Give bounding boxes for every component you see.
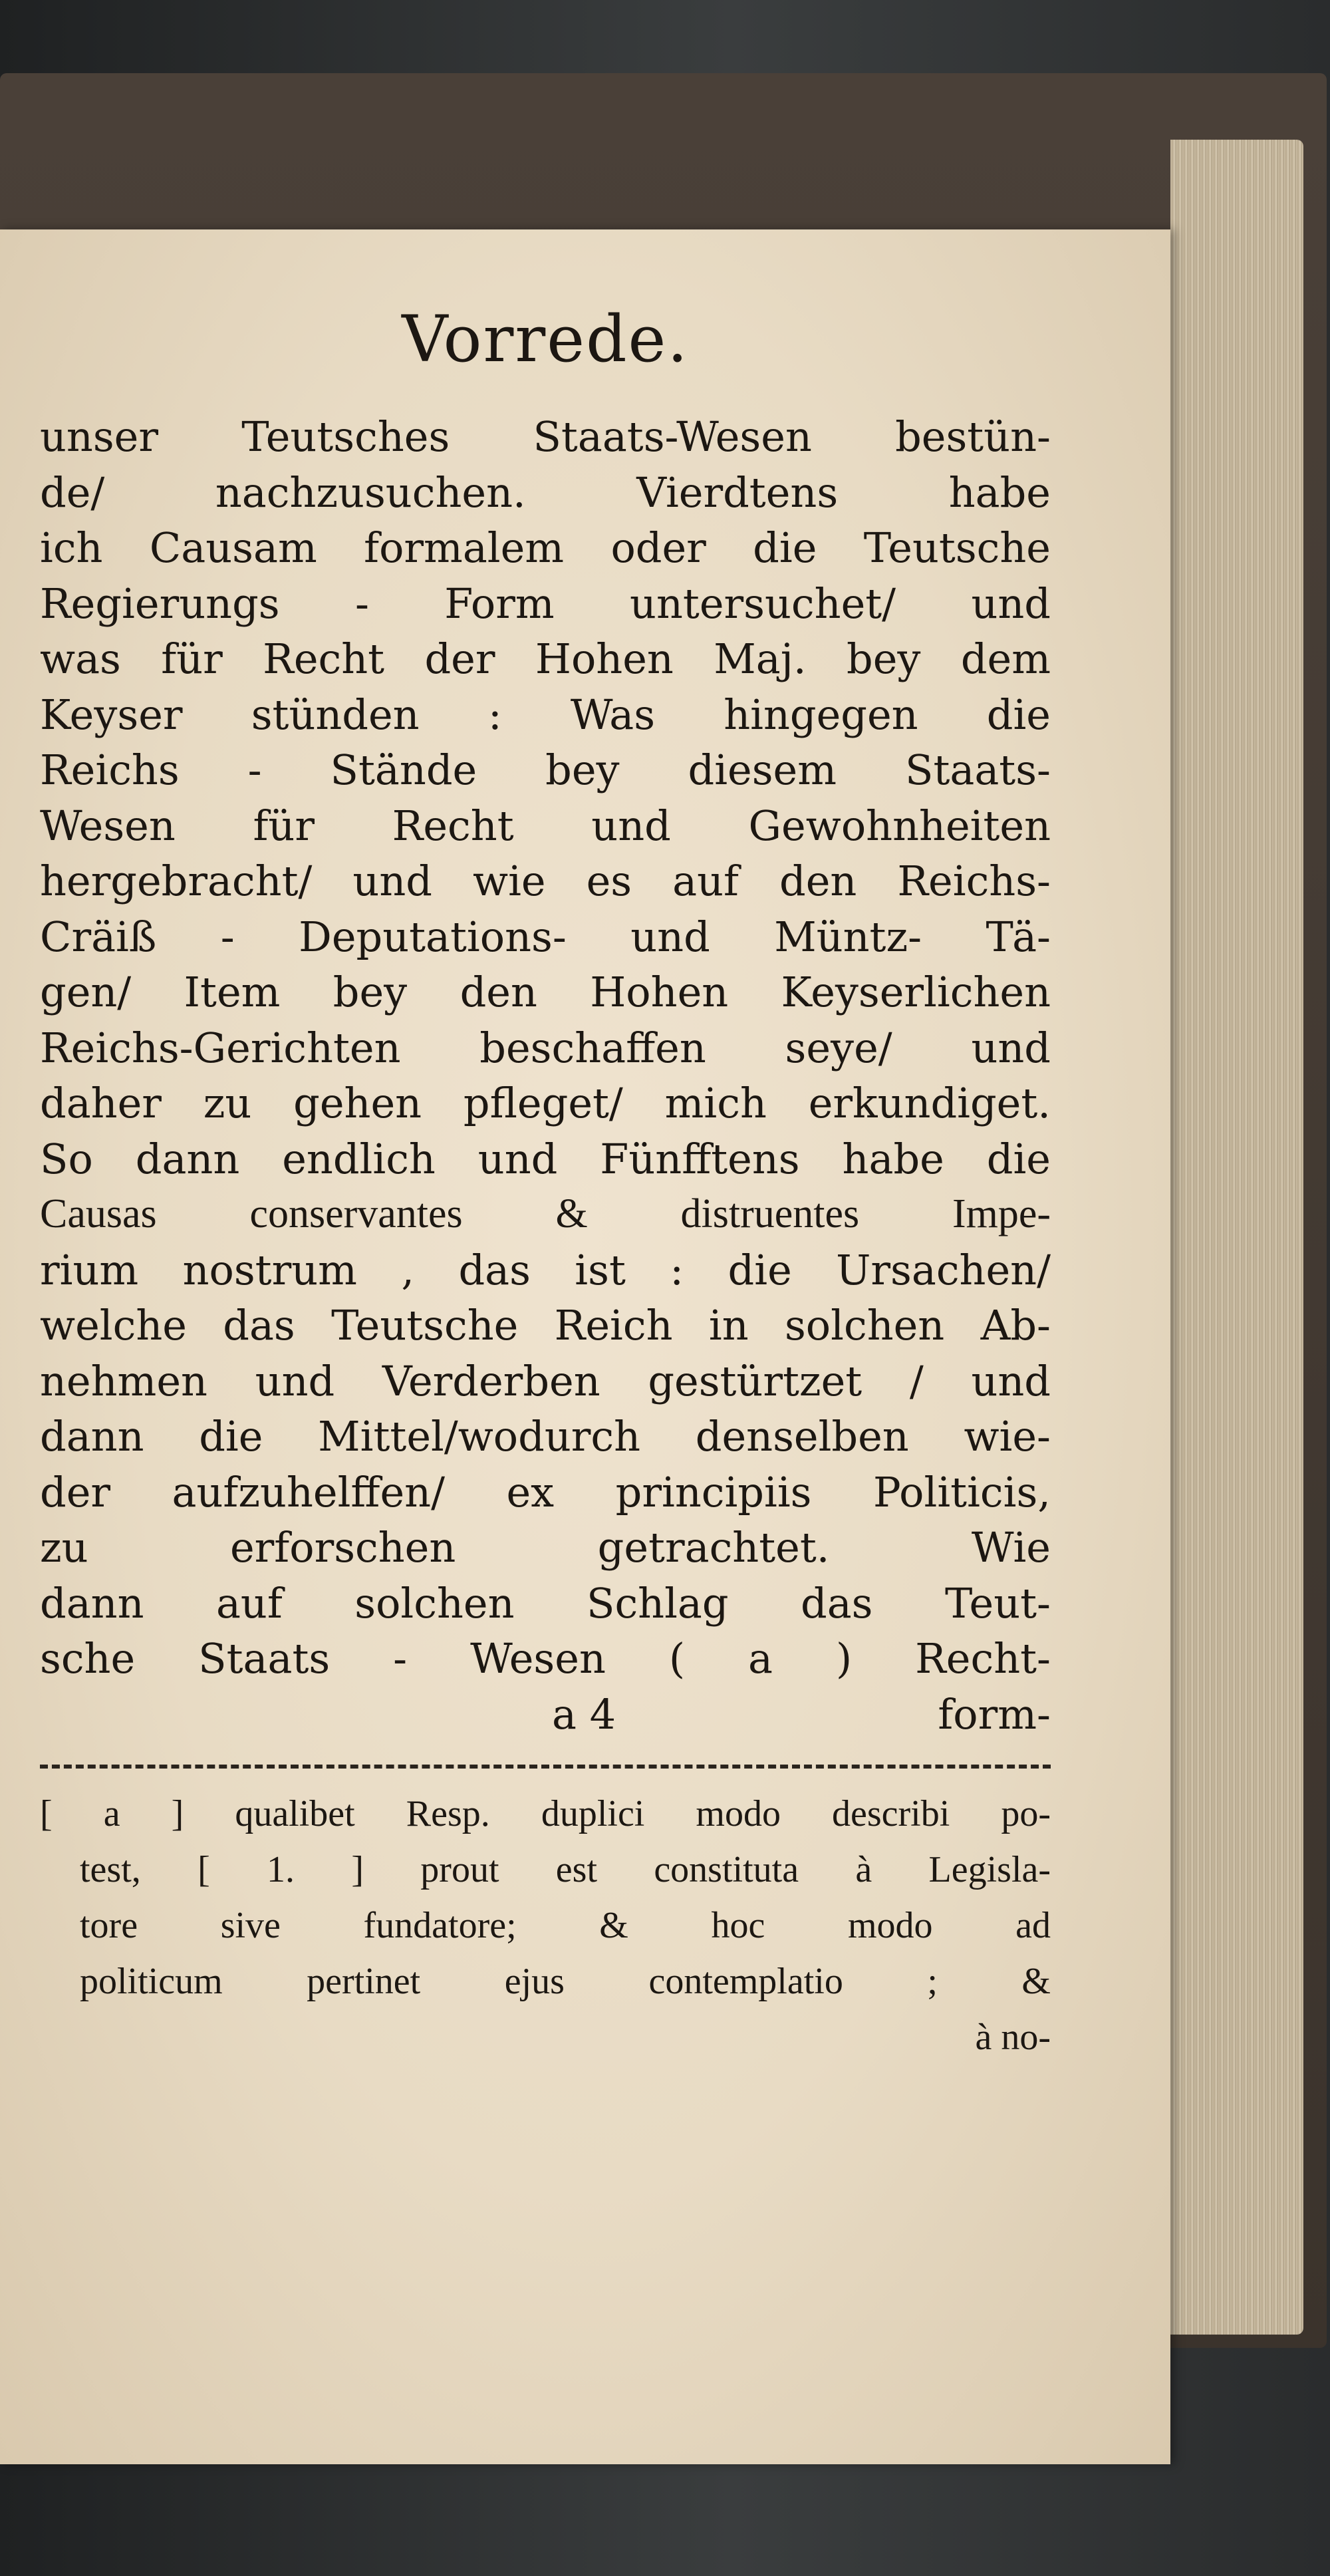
text-line: Regierungs - Form untersuchet/ und bbox=[40, 579, 1051, 628]
text-line: de/ nachzusuchen. Vierdtens habe bbox=[40, 468, 1051, 517]
text-line: der aufzuhelffen/ ex principiis Politicis, bbox=[40, 1467, 1051, 1516]
text-line: Reichs-Gerichten beschaffen seye/ und bbox=[40, 1023, 1051, 1072]
text-line: Keyser stünden : Was hingegen die bbox=[40, 690, 1051, 739]
text-line: dann die Mittel/wodurch denselben wie- bbox=[40, 1412, 1051, 1461]
text-line: sche Staats - Wesen ( a ) Recht- bbox=[40, 1634, 1051, 1683]
text-line: unser Teutsches Staats-Wesen bestün- bbox=[40, 412, 1051, 461]
book-page bbox=[0, 229, 1170, 2464]
text-line: Causas conservantes & distruentes Impe- bbox=[40, 1191, 1051, 1236]
footnote-line: à no- bbox=[975, 2017, 1051, 2058]
text-line: was für Recht der Hohen Maj. bey dem bbox=[40, 635, 1051, 683]
running-head: Vorrede. bbox=[402, 302, 689, 376]
text-line: nehmen und Verderben gestürtzet / und bbox=[40, 1356, 1051, 1405]
text-line: Wesen für Recht und Gewohnheiten bbox=[40, 801, 1051, 850]
footnote-line: test, [ 1. ] prout est constituta à Legisla- bbox=[80, 1849, 1051, 1890]
signature-line bbox=[40, 1687, 1051, 1743]
text-line: hergebracht/ und wie es auf den Reichs- bbox=[40, 857, 1051, 905]
text-line: Reichs - Stände bey diesem Staats- bbox=[40, 746, 1051, 794]
text-line: rium nostrum , das ist : die Ursachen/ bbox=[40, 1245, 1051, 1294]
text-line: So dann endlich und Fünfftens habe die bbox=[40, 1134, 1051, 1183]
footnote-line: tore sive fundatore; & hoc modo ad bbox=[80, 1905, 1051, 1946]
text-line: ich Causam formalem oder die Teutsche bbox=[40, 523, 1051, 572]
footnote bbox=[40, 1786, 1051, 2065]
catchword: form- bbox=[938, 1689, 1051, 1739]
text-line: welche das Teutsche Reich in solchen Ab- bbox=[40, 1301, 1051, 1350]
body-text bbox=[40, 409, 1051, 1687]
text-line: Cräiß - Deputations- und Müntz- Tä- bbox=[40, 912, 1051, 961]
text-line: daher zu gehen pfleget/ mich erkundiget. bbox=[40, 1079, 1051, 1127]
footnote-line: politicum pertinet ejus contemplatio ; & bbox=[80, 1961, 1051, 2002]
footnote-line: [ a ] qualibet Resp. duplici modo describi po- bbox=[40, 1793, 1051, 1834]
page-content bbox=[40, 296, 1051, 2065]
signature-mark: a 4 bbox=[552, 1689, 616, 1739]
page-edges bbox=[1170, 140, 1303, 2335]
text-line: gen/ Item bey den Hohen Keyserlichen bbox=[40, 968, 1051, 1016]
text-line: dann auf solchen Schlag das Teut- bbox=[40, 1578, 1051, 1628]
text-line: zu erforschen getrachtet. Wie bbox=[40, 1523, 1051, 1572]
footnote-rule bbox=[40, 1765, 1051, 1769]
